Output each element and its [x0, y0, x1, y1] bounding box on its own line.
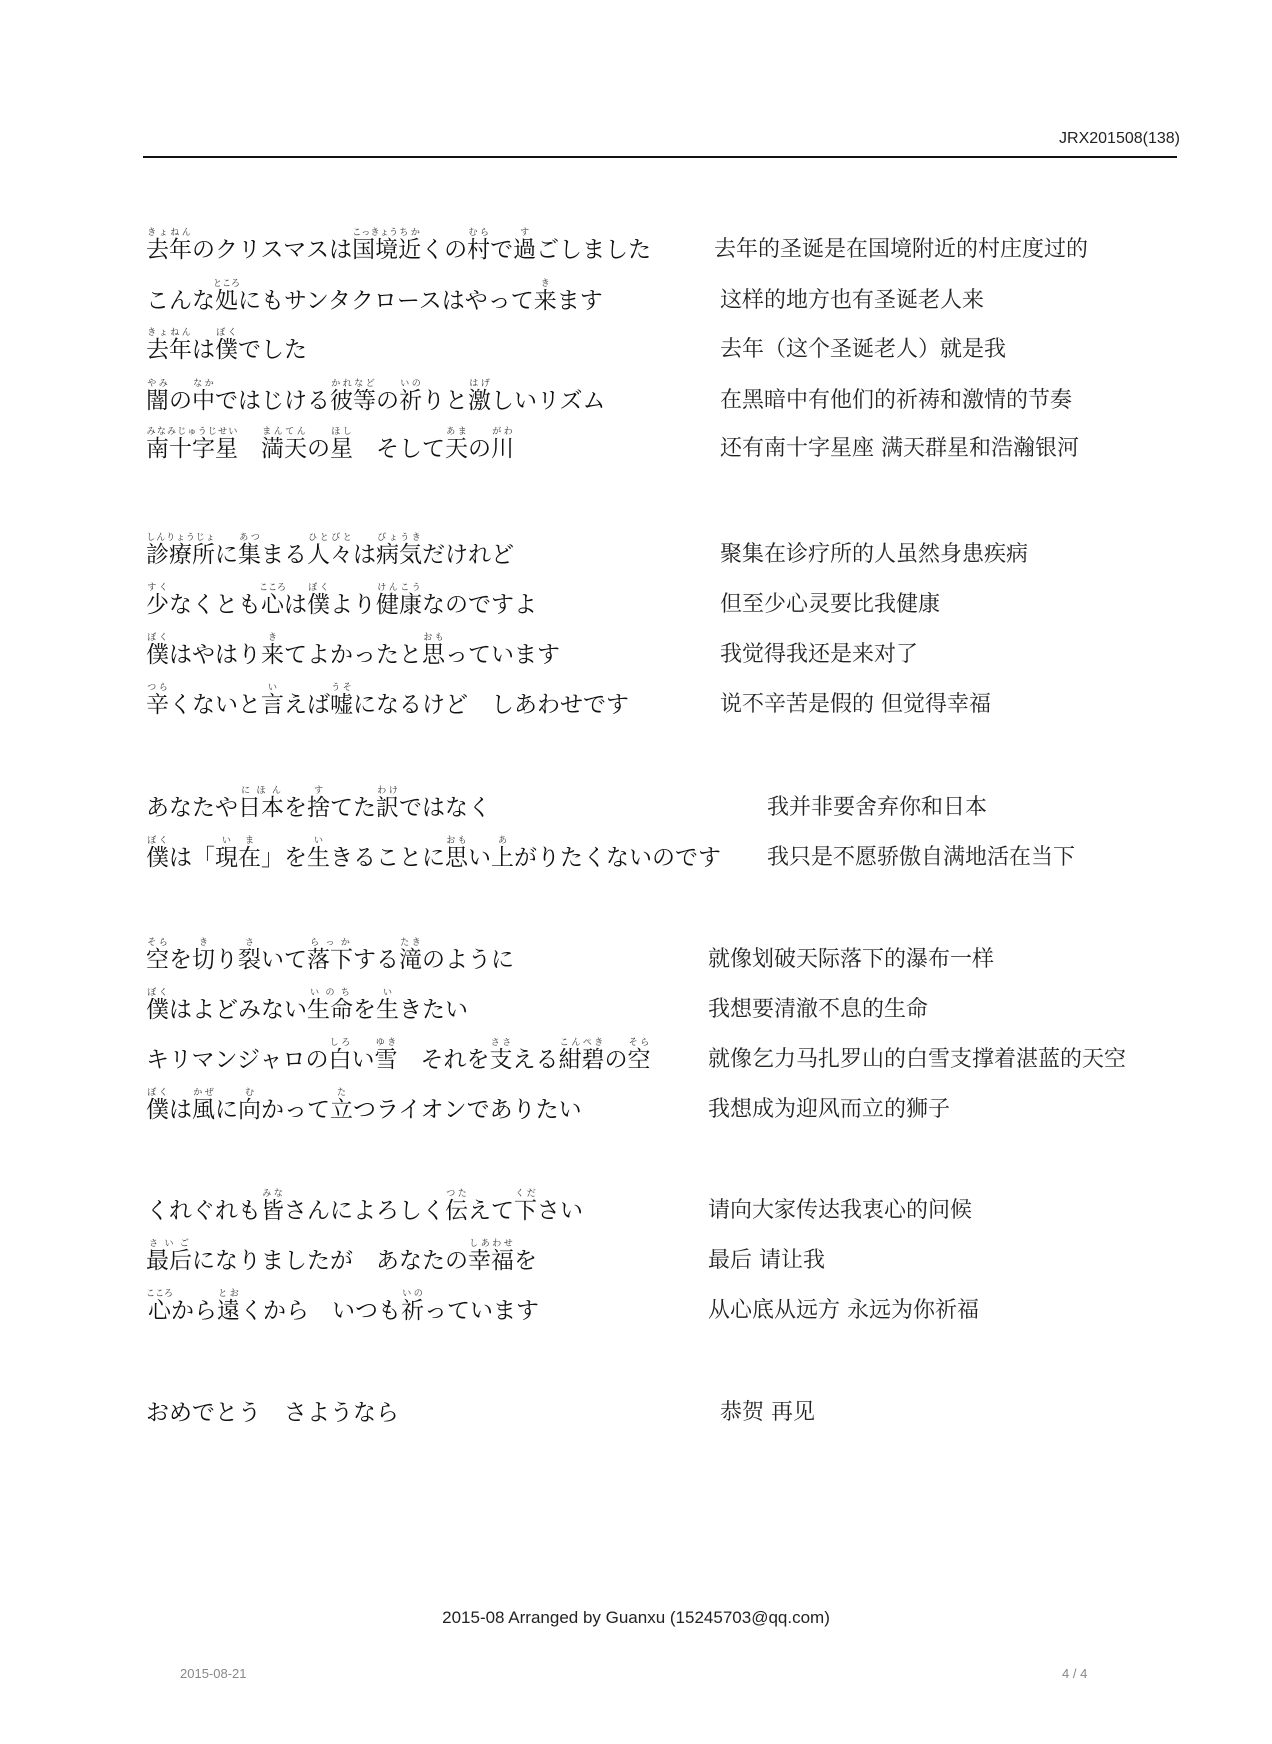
- lyric-text: から: [171, 1298, 217, 1324]
- furigana-reading: こんぺき: [558, 1038, 605, 1048]
- lyric-text: いて: [261, 947, 307, 973]
- lyric-text: い: [351, 1047, 375, 1073]
- lyric-text: はやはり: [169, 642, 261, 668]
- furigana-reading: そら: [627, 1038, 651, 1048]
- furigana-word: 捨す: [307, 786, 330, 821]
- lyric-text: を: [284, 795, 307, 821]
- furigana-word: 立た: [330, 1088, 353, 1123]
- lyric-text: さい: [537, 1198, 583, 1224]
- furigana-reading: ぼく: [146, 633, 169, 643]
- furigana-reading: さいご: [146, 1239, 192, 1249]
- lyric-text: つライオンでありたい: [353, 1097, 582, 1123]
- chinese-translation: 请向大家传达我衷心的问候: [708, 1198, 973, 1223]
- lyric-text: くないと: [169, 692, 261, 718]
- furigana-word: 生い: [376, 988, 399, 1023]
- furigana-reading: らっか: [307, 938, 353, 948]
- chinese-translation: 就像划破天际落下的瀑布一样: [708, 947, 995, 972]
- furigana-reading: はげ: [468, 379, 491, 389]
- lyric-text: を: [353, 997, 376, 1023]
- lyric-text: は: [192, 337, 215, 363]
- furigana-word: 僕ぼく: [307, 583, 330, 618]
- chinese-translation: 就像乞力马扎罗山的白雪支撑着湛蓝的天空: [708, 1047, 1127, 1072]
- furigana-reading: けんこう: [376, 583, 422, 593]
- chinese-translation: 聚集在诊疗所的人虽然身患疾病: [720, 542, 1029, 567]
- lyric-text: だけれど: [422, 542, 514, 568]
- chinese-translation: 还有南十字星座 满天群星和浩瀚银河: [720, 436, 1079, 461]
- lyric-text: にもサンタクロースはやって: [238, 288, 534, 314]
- furigana-reading: む: [238, 1088, 261, 1098]
- furigana-reading: い: [261, 683, 284, 693]
- furigana-word: 生命いのち: [307, 988, 353, 1023]
- lyric-line: [146, 1032, 1176, 1074]
- lyric-line: [146, 421, 1176, 463]
- japanese-lyric: [146, 228, 651, 264]
- lyric-text: てよかったと: [284, 642, 422, 668]
- japanese-lyric: [146, 1088, 582, 1124]
- furigana-reading: がわ: [491, 427, 514, 437]
- lyric-text: てた: [330, 795, 376, 821]
- lyric-text: は: [353, 542, 376, 568]
- furigana-reading: わけ: [376, 786, 399, 796]
- furigana-reading: たき: [399, 938, 422, 948]
- lyric-line: [146, 780, 1176, 822]
- furigana-word: 満天まんてん: [261, 427, 307, 462]
- furigana-word: 激はげ: [468, 379, 491, 414]
- furigana-word: 皆みな: [261, 1189, 284, 1224]
- furigana-reading: ひとびと: [307, 533, 353, 543]
- furigana-word: 南十字星みなみじゅうじせい: [146, 427, 238, 462]
- furigana-word: 空そら: [627, 1038, 651, 1073]
- lyric-text: くから いつも: [240, 1298, 401, 1324]
- lyric-text: は: [284, 592, 307, 618]
- furigana-word: 下くだ: [514, 1189, 537, 1224]
- furigana-reading: びょうき: [376, 533, 422, 543]
- lyric-text: ます: [556, 288, 603, 314]
- furigana-reading: ぼく: [146, 988, 169, 998]
- lyric-text: なのですよ: [422, 592, 537, 618]
- lyric-text: で: [490, 237, 514, 263]
- lyric-text: くの: [421, 237, 468, 263]
- furigana-reading: いま: [215, 836, 261, 846]
- furigana-word: 支ささ: [489, 1038, 513, 1073]
- furigana-word: 健康けんこう: [376, 583, 422, 618]
- japanese-lyric: [146, 1189, 583, 1225]
- lyric-text: ごしました: [536, 237, 652, 263]
- chinese-translation: 最后 请让我: [708, 1248, 825, 1273]
- furigana-reading: ぼく: [307, 583, 330, 593]
- furigana-word: 過す: [513, 228, 537, 263]
- lyric-line: [146, 1183, 1176, 1225]
- furigana-reading: こころ: [146, 1289, 174, 1299]
- furigana-reading: ぼく: [146, 836, 169, 846]
- lyric-line: [146, 932, 1176, 974]
- lyric-line: [146, 373, 1176, 415]
- japanese-lyric: [146, 1038, 651, 1074]
- japanese-lyric: [146, 583, 537, 619]
- furigana-word: 思おも: [445, 836, 468, 871]
- lyric-text: より: [330, 592, 376, 618]
- furigana-word: 少すく: [146, 583, 169, 618]
- furigana-word: 人々ひとびと: [307, 533, 353, 568]
- furigana-reading: あつ: [238, 533, 261, 543]
- chinese-translation: 这样的地方也有圣诞老人来: [720, 288, 985, 313]
- page-number: 4 / 4: [1062, 1666, 1088, 1681]
- lyric-text: えば: [284, 692, 330, 718]
- lyric-line: [146, 1385, 1176, 1427]
- lyric-line: [146, 1082, 1176, 1124]
- furigana-reading: いの: [399, 379, 422, 389]
- lyric-line: [146, 577, 1176, 619]
- lyric-text: は「: [169, 845, 215, 871]
- japanese-lyric: [146, 836, 721, 872]
- furigana-word: 去年きょねん: [146, 228, 192, 263]
- furigana-reading: おも: [422, 633, 445, 643]
- furigana-word: 国境こっきょう: [352, 228, 399, 263]
- furigana-reading: た: [330, 1088, 353, 1098]
- lyric-text: い: [468, 845, 491, 871]
- lyric-text: でした: [238, 337, 307, 363]
- lyric-text: なくとも: [169, 592, 261, 618]
- furigana-reading: あま: [445, 427, 468, 437]
- furigana-word: 幸福しあわせ: [468, 1239, 514, 1274]
- lyric-line: [146, 222, 1176, 264]
- furigana-word: 病気びょうき: [376, 533, 422, 568]
- furigana-reading: しろ: [328, 1038, 352, 1048]
- furigana-word: 彼等かれなど: [330, 379, 376, 414]
- japanese-lyric: [146, 938, 514, 974]
- furigana-reading: やみ: [146, 379, 169, 389]
- furigana-reading: うそ: [330, 683, 353, 693]
- print-date: 2015-08-21: [180, 1666, 247, 1681]
- lyric-text: まる: [261, 542, 307, 568]
- chinese-translation: 我想成为迎风而立的狮子: [708, 1097, 951, 1122]
- furigana-word: 村むら: [467, 228, 491, 263]
- furigana-reading: なか: [192, 379, 215, 389]
- furigana-word: 祈いの: [401, 1289, 424, 1324]
- chinese-translation: 去年（这个圣诞老人）就是我: [720, 337, 1007, 362]
- japanese-lyric: [146, 533, 514, 569]
- furigana-reading: こっきょう: [352, 228, 399, 238]
- lyric-text: のように: [422, 947, 514, 973]
- furigana-reading: そら: [146, 938, 169, 948]
- furigana-reading: つら: [146, 683, 169, 693]
- lyric-text: きたい: [399, 997, 468, 1023]
- japanese-lyric: [146, 1399, 399, 1427]
- japanese-lyric: [146, 988, 468, 1024]
- header-rule: [143, 156, 1177, 158]
- furigana-word: 雪ゆき: [374, 1038, 398, 1073]
- japanese-lyric: [146, 633, 560, 669]
- lyric-text: しいリズム: [491, 388, 606, 414]
- lyric-text: キリマンジャロの: [146, 1047, 329, 1073]
- furigana-word: 闇やみ: [146, 379, 169, 414]
- lyric-line: [146, 527, 1176, 569]
- lyric-line: [146, 322, 1176, 364]
- japanese-lyric: [146, 683, 629, 719]
- furigana-reading: かれなど: [330, 379, 376, 389]
- furigana-reading: つた: [445, 1189, 468, 1199]
- furigana-word: 中なか: [192, 379, 215, 414]
- lyric-text: の: [376, 388, 399, 414]
- furigana-word: 川がわ: [491, 427, 514, 462]
- lyric-text: こんな: [146, 288, 215, 314]
- lyric-text: がりたくないのです: [514, 845, 721, 871]
- lyric-text: の: [307, 436, 330, 462]
- furigana-word: 言い: [261, 683, 284, 718]
- furigana-reading: しんりょうじょ: [146, 533, 215, 543]
- furigana-reading: ぼく: [146, 1088, 169, 1098]
- furigana-reading: しあわせ: [468, 1239, 514, 1249]
- furigana-word: 近ちか: [398, 228, 422, 263]
- japanese-lyric: [146, 379, 606, 415]
- furigana-word: 天あま: [445, 427, 468, 462]
- arranger-credit: 2015-08 Arranged by Guanxu (15245703@qq.com): [442, 1608, 830, 1627]
- lyric-text: っています: [445, 642, 560, 668]
- furigana-reading: むら: [467, 228, 491, 238]
- chinese-translation: 但至少心灵要比我健康: [720, 592, 941, 617]
- furigana-word: 来き: [261, 633, 284, 668]
- furigana-reading: おも: [445, 836, 468, 846]
- furigana-word: 滝たき: [399, 938, 422, 973]
- furigana-word: 僕ぼく: [215, 328, 238, 363]
- lyric-text: ではじける: [215, 388, 330, 414]
- lyric-text: かって: [261, 1097, 330, 1123]
- furigana-reading: ところ: [213, 279, 241, 289]
- furigana-word: 空そら: [146, 938, 169, 973]
- lyric-text: の: [169, 388, 192, 414]
- furigana-reading: すく: [146, 583, 169, 593]
- furigana-reading: ほし: [330, 427, 353, 437]
- furigana-reading: き: [533, 279, 557, 289]
- lyric-line: [146, 677, 1176, 719]
- furigana-word: 僕ぼく: [146, 836, 169, 871]
- furigana-reading: くだ: [514, 1189, 537, 1199]
- lyric-text: りと: [422, 388, 468, 414]
- lyric-text: は: [169, 1097, 192, 1123]
- furigana-word: 日本にほん: [238, 786, 284, 821]
- furigana-word: 伝つた: [445, 1189, 468, 1224]
- chinese-translation: 在黑暗中有他们的祈祷和激情的节奏: [720, 388, 1073, 413]
- furigana-reading: きょねん: [146, 328, 192, 338]
- lyric-line: [146, 830, 1176, 872]
- furigana-reading: とお: [217, 1289, 240, 1299]
- chinese-translation: 我想要清澈不息的生命: [708, 997, 929, 1022]
- lyric-text: さんによろしく: [284, 1198, 445, 1224]
- furigana-reading: きょねん: [146, 228, 192, 238]
- furigana-reading: い: [376, 988, 399, 998]
- document-code: JRX201508(138): [1059, 130, 1180, 147]
- furigana-reading: ちか: [398, 228, 422, 238]
- lyric-line: [146, 982, 1176, 1024]
- japanese-lyric: [146, 786, 491, 822]
- furigana-word: 来き: [533, 279, 557, 314]
- furigana-reading: ゆき: [374, 1038, 398, 1048]
- lyric-text: になるけど しあわせです: [353, 692, 629, 718]
- furigana-word: 処ところ: [213, 279, 241, 314]
- lyric-text: おめでとう さようなら: [146, 1400, 399, 1426]
- furigana-word: 辛つら: [146, 683, 169, 718]
- chinese-translation: 我觉得我还是来对了: [720, 642, 919, 667]
- furigana-word: 嘘うそ: [330, 683, 353, 718]
- lyric-text: っています: [424, 1298, 539, 1324]
- furigana-word: 僕ぼく: [146, 988, 169, 1023]
- furigana-reading: い: [307, 836, 330, 846]
- furigana-reading: まんてん: [261, 427, 307, 437]
- furigana-reading: みなみじゅうじせい: [146, 427, 238, 437]
- furigana-word: 診療所しんりょうじょ: [146, 533, 215, 568]
- furigana-word: 白しろ: [328, 1038, 352, 1073]
- furigana-word: 紺碧こんぺき: [558, 1038, 605, 1073]
- japanese-lyric: [146, 328, 307, 364]
- furigana-reading: す: [307, 786, 330, 796]
- lyric-text: あなたや: [146, 795, 238, 821]
- furigana-reading: さ: [238, 938, 261, 948]
- lyric-line: [146, 273, 1176, 315]
- lyric-text: はよどみない: [169, 997, 307, 1023]
- furigana-word: 生い: [307, 836, 330, 871]
- furigana-word: 向む: [238, 1088, 261, 1123]
- lyric-text: それを: [397, 1047, 490, 1073]
- furigana-word: 最后さいご: [146, 1239, 192, 1274]
- japanese-lyric: [146, 279, 603, 315]
- lyric-text: の: [604, 1047, 628, 1073]
- chinese-translation: 从心底从远方 永远为你祈福: [708, 1298, 979, 1323]
- lyric-line: [146, 1283, 1176, 1325]
- lyric-text: のクリスマスは: [192, 237, 353, 263]
- lyric-line: [146, 627, 1176, 669]
- furigana-word: 心こころ: [146, 1289, 174, 1324]
- lyric-text: り: [215, 947, 238, 973]
- furigana-reading: き: [261, 633, 284, 643]
- chinese-translation: 去年的圣诞是在国境附近的村庄度过的: [714, 237, 1089, 262]
- lyric-text: そして: [353, 436, 445, 462]
- furigana-reading: にほん: [238, 786, 284, 796]
- furigana-word: 星ほし: [330, 427, 353, 462]
- furigana-reading: いの: [401, 1289, 424, 1299]
- furigana-reading: ぼく: [215, 328, 238, 338]
- furigana-reading: いのち: [307, 988, 353, 998]
- japanese-lyric: [146, 1289, 539, 1325]
- furigana-reading: き: [192, 938, 215, 948]
- furigana-word: 遠とお: [217, 1289, 240, 1324]
- lyric-text: を: [169, 947, 192, 973]
- furigana-reading: あ: [491, 836, 514, 846]
- furigana-word: 集あつ: [238, 533, 261, 568]
- chinese-translation: 我并非要舍弃你和日本: [767, 795, 988, 820]
- japanese-lyric: [146, 1239, 537, 1275]
- furigana-word: 祈いの: [399, 379, 422, 414]
- chinese-translation: 恭贺 再见: [720, 1400, 815, 1425]
- furigana-word: 落下らっか: [307, 938, 353, 973]
- furigana-word: 上あ: [491, 836, 514, 871]
- furigana-word: 心こころ: [259, 583, 287, 618]
- lyric-text: の: [468, 436, 491, 462]
- lyric-text: きることに: [330, 845, 445, 871]
- lyric-text: えて: [468, 1198, 514, 1224]
- lyric-text: える: [512, 1047, 559, 1073]
- chinese-translation: 我只是不愿骄傲自满地活在当下: [767, 845, 1076, 870]
- lyric-text: を: [514, 1248, 537, 1274]
- lyric-line: [146, 1233, 1176, 1275]
- furigana-reading: みな: [261, 1189, 284, 1199]
- lyric-text: に: [215, 1097, 238, 1123]
- lyric-text: になりましたが あなたの: [192, 1248, 468, 1274]
- furigana-reading: ささ: [489, 1038, 513, 1048]
- japanese-lyric: [146, 427, 514, 463]
- lyric-text: に: [215, 542, 238, 568]
- furigana-word: 僕ぼく: [146, 1088, 169, 1123]
- furigana-reading: こころ: [259, 583, 287, 593]
- furigana-word: 裂さ: [238, 938, 261, 973]
- furigana-word: 訳わけ: [376, 786, 399, 821]
- furigana-reading: す: [513, 228, 537, 238]
- furigana-word: 思おも: [422, 633, 445, 668]
- lyric-text: する: [353, 947, 399, 973]
- furigana-reading: かぜ: [192, 1088, 215, 1098]
- furigana-word: 去年きょねん: [146, 328, 192, 363]
- lyric-text: 」を: [261, 845, 307, 871]
- furigana-word: 風かぜ: [192, 1088, 215, 1123]
- lyric-text: ではなく: [399, 795, 491, 821]
- chinese-translation: 说不辛苦是假的 但觉得幸福: [720, 692, 991, 717]
- lyric-text: [238, 436, 261, 462]
- furigana-word: 僕ぼく: [146, 633, 169, 668]
- lyric-text: くれぐれも: [146, 1198, 261, 1224]
- furigana-word: 現在いま: [215, 836, 261, 871]
- furigana-word: 切き: [192, 938, 215, 973]
